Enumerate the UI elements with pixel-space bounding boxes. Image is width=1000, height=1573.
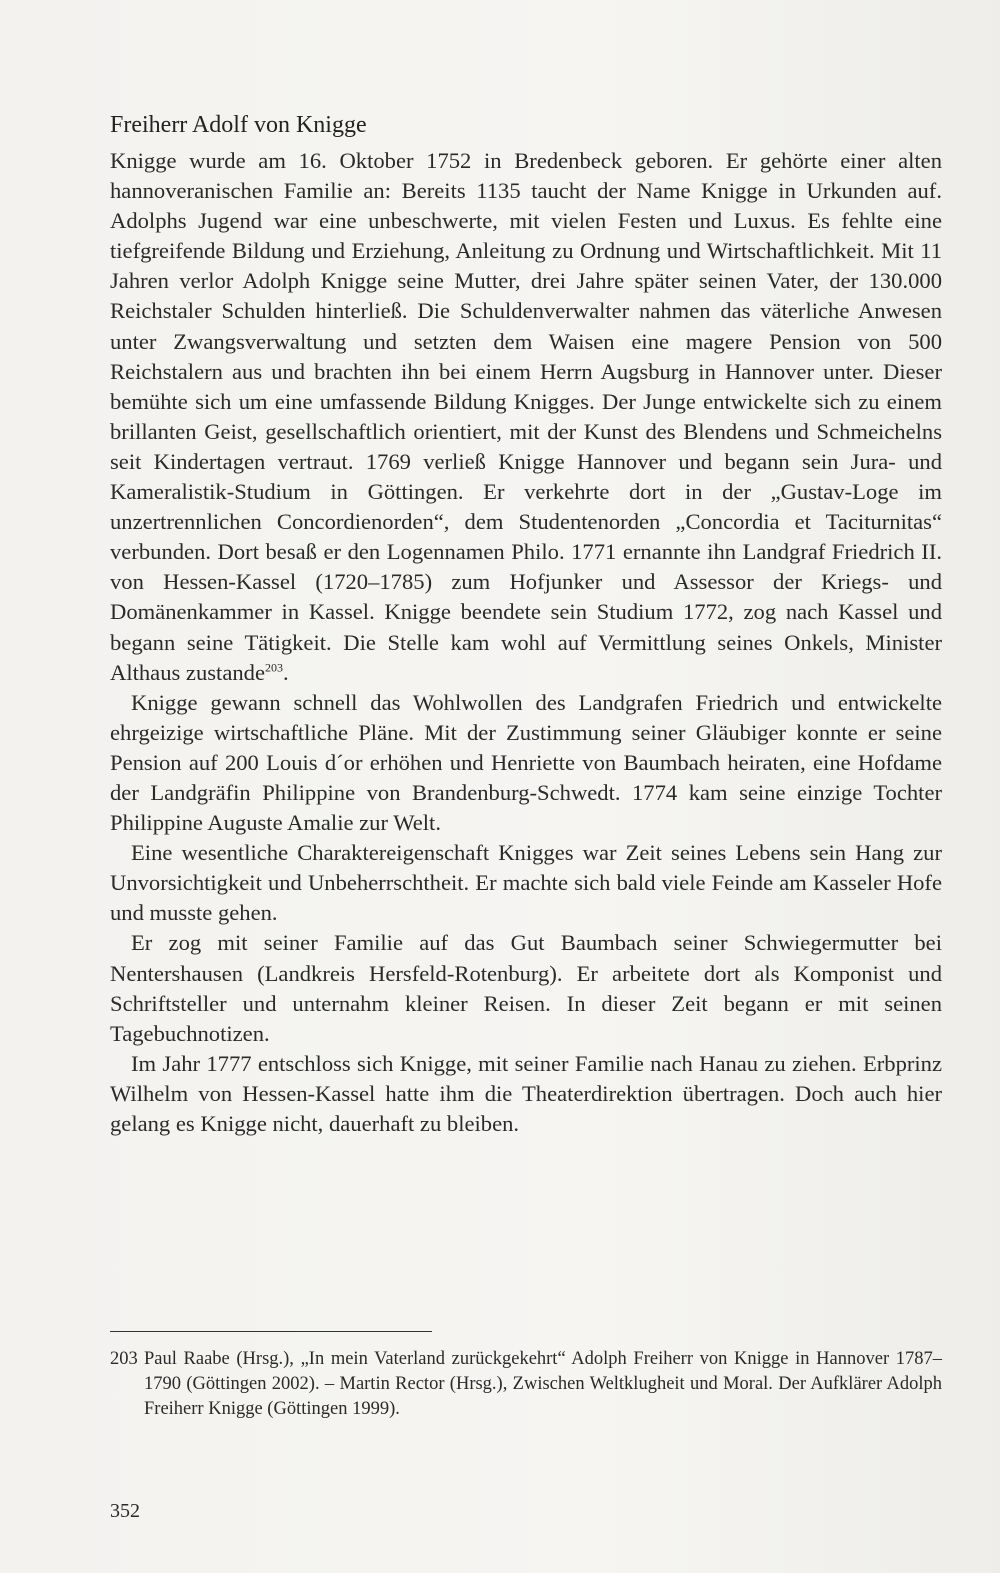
- paragraph-1-end: .: [282, 659, 289, 685]
- page-number: 352: [110, 1500, 140, 1522]
- body-text: [110, 146, 942, 1139]
- paragraph-1-text: Knigge wurde am 16. Oktober 1752 in Bredenbeck geboren. Er gehörte einer alten hannoveranischen Familie an: Bereits 1135 taucht der Name Knigge in Urkunden auf. Adolphs Jugend war eine unbeschwerte, mit vielen Festen und Luxus. Es fehlte eine tiefgreifende Bildung und Erziehung, Anleitung zu Ordnung und Wirtschaftlichkeit. Mit 11 Jahren verlor Adolph Knigge seine Mutter, drei Jahre später seinen Vater, der 130.000 Reichstaler Schulden hinterließ. Die Schuldenverwalter nahmen das väterliche Anwesen unter Zwangsverwaltung und setzten dem Waisen eine magere Pension von 500 Reichstalern aus und brachten ihn bei einem Herrn Augsburg in Hannover unter. Dieser bemühte sich um eine umfassende Bildung Knigges. Der Junge entwickelte sich zu einem brillanten Geist, gesellschaftlich orientiert, mit der Kunst des Blendens und Schmeichelns seit Kindertagen vertraut. 1769 verließ Knigge Hannover und begann sein Jura- und Kameralistik-Studium in Göttingen. Er verkehrte dort in der „Gustav-Loge im unzertrennlichen Concordienorden“, dem Studentenorden „Concordia et Taciturnitas“ verbunden. Dort besaß er den Logennamen Philo. 1771 ernannte ihn Landgraf Friedrich II. von Hessen-Kassel (1720–1785) zum Hofjunker und Assessor der Kriegs- und Domänenkammer in Kassel. Knigge beendete sein Studium 1772, zog nach Kassel und begann seine Tätigkeit. Die Stelle kam wohl auf Vermittlung seines Onkels, Minister Althaus zustande: [110, 148, 942, 685]
- paragraph-4: Er zog mit seiner Familie auf das Gut Baumbach seiner Schwiegermutter bei Nentershausen (Landkreis Hersfeld-Rotenburg). Er arbeitete dort als Komponist und Schriftsteller und unternahm kleiner Reisen. In dieser Zeit begann er mit seinen Tagebuchnotizen.: [110, 930, 942, 1046]
- footnote: [110, 1347, 942, 1422]
- section-heading: Freiherr Adolf von Knigge: [110, 112, 367, 138]
- paragraph-3: Eine wesentliche Charaktereigenschaft Knigges war Zeit seines Lebens sein Hang zur Unvorsichtigkeit und Unbeherrschtheit. Er machte sich bald viele Feinde am Kasseler Hofe und musste gehen.: [110, 840, 942, 926]
- paragraph-1: [110, 146, 942, 688]
- main-text-block: [110, 107, 942, 1139]
- footnote-reference: 203: [264, 660, 283, 675]
- footnote-text: Paul Raabe (Hrsg.), „In mein Vaterland zurückgekehrt“ Adolph Freiherr von Knigge in Hannover 1787–1790 (Göttingen 2002). – Martin Rector (Hrsg.), Zwischen Weltklugheit und Moral. Der Aufklärer Adolph Freiherr Knigge (Göttingen 1999).: [144, 1349, 942, 1419]
- paragraph-2: Knigge gewann schnell das Wohlwollen des Landgrafen Friedrich und entwickelte ehrgeizige wirtschaftliche Pläne. Mit der Zustimmung seiner Gläubiger konnte er seine Pension auf 200 Louis d´or erhöhen und Henriette von Baumbach heiraten, eine Hofdame der Landgräfin Philippine von Brandenburg-Schwedt. 1774 kam seine einzige Tochter Philippine Auguste Amalie zur Welt.: [110, 689, 942, 836]
- footnote-number: 203: [110, 1349, 138, 1369]
- footnote-divider: [110, 1331, 432, 1332]
- paragraph-5: Im Jahr 1777 entschloss sich Knigge, mit seiner Familie nach Hanau zu ziehen. Erbprinz Wilhelm von Hessen-Kassel hatte ihm die Theaterdirektion übertragen. Doch auch hier gelang es Knigge nicht, dauerhaft zu bleiben.: [110, 1050, 942, 1136]
